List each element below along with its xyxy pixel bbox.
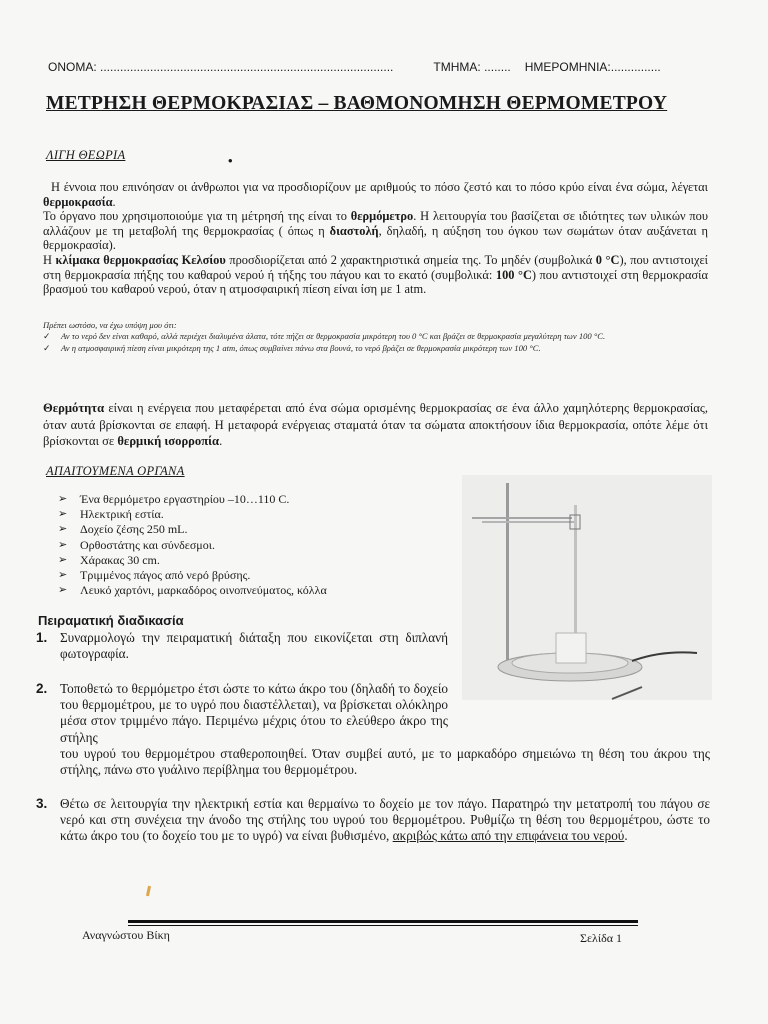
term-heat: Θερμότητα [43,401,105,415]
arrow-bullet-icon: ➢ [58,508,68,521]
paragraph-temperature: Η έννοια που επινόησαν οι άνθρωποι για να προσδιορίζουν με αριθμούς το πόσο ζεστό και το πόσο κρύο είναι ένα σώμα, λέγεται θερμοκρασία. [43,180,708,209]
arrow-bullet-icon: ➢ [58,584,68,597]
list-item [58,522,418,537]
term-celsius-scale: κλίμακα θερμοκρασίας Κελσίου [55,252,226,267]
term-temperature: θερμοκρασία [43,194,113,209]
footer-author: Αναγνώστου Βίκη [82,928,170,942]
equipment-item-text: Ηλεκτρική εστία. [80,507,164,522]
step-1-text: Συναρμολογώ την πειραματική διάταξη που εικονίζεται στη διπλανή φωτογραφία. [60,630,448,662]
check-icon: ✓ [43,343,51,353]
p4-text-d: . [219,434,223,449]
step-number: 2. [36,681,48,696]
step-3 [36,796,710,845]
footer-page-number: Σελίδα 1 [580,931,623,945]
arrow-bullet-icon: ➢ [58,523,68,536]
p3-text-g: ) που αντιστοιχεί στη θερμοκρασία βρασμού του καθαρού νερού, όταν η ατμοσφαιρική πίεση είναι ίση με 1 atm. [43,267,708,297]
equipment-item-text: Χάρακας 30 cm. [80,552,160,567]
equipment-list [58,492,418,598]
term-thermometer: θερμόμετρο [350,209,414,224]
step-2-continued [60,746,710,778]
equipment-item-text: Τριμμένος πάγος από νερό βρύσης. [80,568,251,583]
stand-with-thermometer-illustration [462,475,712,700]
step-2 [36,681,448,746]
list-item [58,507,418,522]
equipment-item-text: Δοχείο ζέσης 250 mL. [80,522,188,537]
paragraph-celsius [43,253,708,297]
step-1 [36,630,448,662]
step-number: 3. [36,796,48,811]
hundred-celsius: 100 °C [495,267,532,282]
step-3-text-c: . [624,828,628,844]
term-expansion: διαστολή [329,223,379,238]
arrow-bullet-icon: ➢ [58,538,68,551]
equipment-heading: ΑΠΑΙΤΟΥΜΕΝΑ ΟΡΓΑΝΑ [46,464,185,478]
footer-rule-thin [128,925,638,926]
note-2-text: Αν η ατμοσφαιρική πίεση είναι μικρότερη της 1 atm, όπως συμβαίνει πάνω στα βουνά, το νερό βράζει σε θερμοκρασία μικρότερη των 100 °C. [61,343,541,353]
p2-text-e: , δηλαδή, η αύξηση του όγκου των σωμάτων όταν αυξάνεται η θερμοκρασία). [43,223,708,253]
note-intro: Πρέπει ωστόσο, να έχω υπόψη μου ότι: [43,320,177,330]
p2-text-c: . Η λειτουργία του βασίζεται σε ιδιότητες των υλικών που αλλάζουν με τη μεταβολή της θερμοκρασίας ( όπως η [43,209,708,238]
list-item [58,538,418,553]
p1-text: Η έννοια που επινόησαν οι άνθρωποι για να προσδιορίζουν με αριθμούς το πόσο ζεστό και το πόσο κρύο είναι ένα σώμα, λέγεται [51,180,708,194]
theory-text [43,180,708,297]
name-field: ΟΝΟΜΑ: ........................................................................................ [48,60,394,74]
check-icon: ✓ [43,331,51,341]
document-title: ΜΕΤΡΗΣΗ ΘΕΡΜΟΚΡΑΣΙΑΣ – ΒΑΘΜΟΝΟΜΗΣΗ ΘΕΡΜΟΜΕΤΡΟΥ [46,93,668,114]
arrow-bullet-icon: ➢ [58,493,68,505]
step-3-text-a: Θέτω σε λειτουργία την ηλεκτρική εστία και θερμαίνω το δοχείο με τον πάγο. Παρατηρώ την μετατροπή του πάγου σε νερό και στη συνέχεια την άνοδο της στήλης του υγρού του θερμομέτρου. Ρυθμίζω τη θέση του θερμομέτρου, ώστε το κάτω άκρο του (το δοχείο του με το υγρό) να είναι βυθισμένο, [60,796,710,844]
zero-celsius: 0 °C [595,252,620,267]
stray-dot: • [228,153,233,168]
stray-mark [146,886,151,896]
date-field: ΗΜΕΡΟΜΗΝΙΑ:............... [524,60,661,74]
p2-text-a: Το όργανο που χρησιμοποιούμε για τη μέτρησή της είναι το [43,209,351,224]
footer-rule [128,920,638,923]
note-item-2 [43,343,708,354]
procedure-heading: Πειραματική διαδικασία [38,613,184,628]
list-item [58,568,418,583]
step-number: 1. [36,630,48,645]
equipment-item-text: Λευκό χαρτόνι, μαρκαδόρος οινοπνεύματος, κόλλα [80,583,327,598]
note-block [43,320,708,354]
p3-text-e: ), που αντιστοιχεί στη θερμοκρασία πήξης του καθαρού νερού ή τήξης του πάγου και το εκατό (συμβολικά: [43,252,708,282]
equipment-item-text: Ορθοστάτης και σύνδεσμοι. [80,537,215,552]
student-info-header [48,60,688,74]
arrow-bullet-icon: ➢ [58,569,68,582]
step-2-text-a: Τοποθετώ το θερμόμετρο έτσι ώστε το κάτω άκρο του (δηλαδή το δοχείο του θερμομέτρου, με το υγρό που διαστέλλεται), να βρίσκεται ολόκληρο μέσα στον τριμμένο πάγο. Περιμένω μέχρις ότου το ελεύθερο άκρο της στήλης [60,681,448,745]
arrow-bullet-icon: ➢ [58,553,68,566]
note-1-text: Αν το νερό δεν είναι καθαρό, αλλά περιέχει διαλυμένα άλατα, τότε πήζει σε θερμοκρασία μικρότερη του 0 °C και βράζει σε θερμοκρασία μεγαλύτερη των 100 °C. [61,331,606,341]
term-thermal-equilibrium: θερμική ισορροπία [117,434,220,449]
step-3-underlined-text: ακριβώς κάτω από την επιφάνεια του νερού [392,828,625,844]
list-item [58,583,418,598]
p3-text-c: προσδιορίζεται από 2 χαρακτηριστικά σημεία της. Το μηδέν (συμβολικά [225,252,596,267]
note-item-1 [43,331,708,342]
department-field: ΤΜΗΜΑ: ........ [433,60,511,74]
list-item [58,492,418,507]
theory-heading: ΛΙΓΗ ΘΕΩΡΙΑ [46,148,126,162]
list-item [58,553,418,568]
step-3-text [36,796,710,845]
paragraph-heat [43,400,708,450]
equipment-item-text: Ένα θερμόμετρο εργαστηρίου –10…110 C. [80,492,290,506]
step-2-text-b: του υγρού του θερμομέτρου σταθεροποιηθεί. Όταν συμβεί αυτό, με το μαρκαδόρο σημειώνω τη θέση του άκρου της στήλης, πάνω στο γυάλινο περίβλημα του θερμομέτρου. [60,746,710,778]
apparatus-photo [462,475,712,700]
p4-text-b: είναι η ενέργεια που μεταφέρεται από ένα σώμα ορισμένης θερμοκρασίας σε ένα άλλο χαμηλότερης θερμοκρασίας, όταν αυτά βρίσκονται σε επαφή. Η μεταφορά ενέργειας σταματά όταν τα σώματα αποκτήσουν ίδια θερμοκρασία, οπότε λέμε ότι βρίσκονται σε [43,401,708,449]
p3-text-a: Η [43,252,56,267]
paragraph-thermometer [43,209,708,253]
